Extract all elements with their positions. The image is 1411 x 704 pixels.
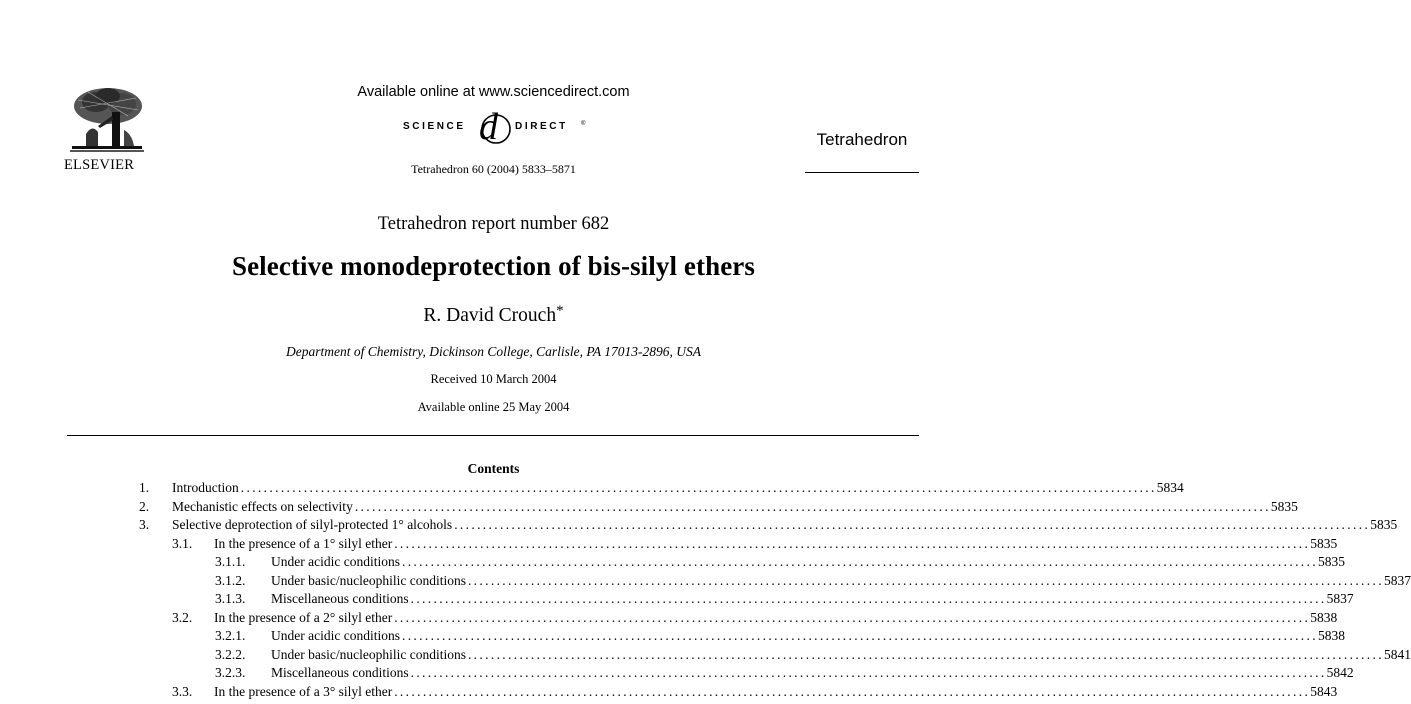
toc-number: 2. [139, 498, 150, 514]
toc-title: Under basic/nucleophilic conditions [271, 572, 466, 588]
journal-citation: Tetrahedron 60 (2004) 5833–5871 [411, 162, 576, 176]
toc-leader-dots: ................................................................................................................................................................ [401, 554, 1318, 569]
received-date: Received 10 March 2004 [430, 372, 557, 386]
toc-number: 3.1.1. [215, 554, 246, 569]
toc-row[interactable] [172, 609, 1338, 627]
journal-rule [805, 172, 919, 173]
paper-title: Selective monodeprotection of bis-silyl ethers [231, 251, 756, 281]
sciencedirect-logo[interactable] [403, 108, 589, 148]
toc-number: 3.1.2. [215, 572, 246, 588]
report-number: Tetrahedron report number 682 [377, 214, 610, 234]
toc-title: Introduction [172, 480, 239, 495]
toc-leader-dots: ................................................................................................................................................................ [394, 535, 1311, 551]
toc-page-number: 5838 [1310, 609, 1338, 625]
toc-row[interactable] [139, 498, 1298, 516]
toc-title: Miscellaneous conditions [271, 591, 409, 606]
toc-page-number: 5842 [1326, 665, 1354, 680]
header-rule [67, 435, 919, 436]
toc-page-number: 5841 [1383, 646, 1411, 662]
svg-text:d: d [479, 106, 498, 148]
toc-number: 3.1. [172, 535, 193, 551]
toc-number: 3.2.3. [215, 665, 246, 680]
toc-page-number: 5837 [1326, 591, 1354, 606]
toc-number: 3.2.1. [215, 628, 246, 643]
affiliation: Department of Chemistry, Dickinson College, Carlisle, PA 17013-2896, USA [286, 344, 701, 359]
toc-row[interactable] [215, 646, 1411, 664]
toc-page-number: 5843 [1310, 683, 1338, 699]
toc-page-number: 5835 [1310, 535, 1338, 551]
toc-leader-dots: ................................................................................................................................................................ [467, 572, 1384, 588]
toc-leader-dots: ................................................................................................................................................................ [410, 665, 1327, 680]
toc-row[interactable] [139, 516, 1398, 534]
toc-number: 3. [139, 517, 150, 532]
journal-name: Tetrahedron [816, 130, 908, 149]
toc-row[interactable] [172, 535, 1338, 553]
toc-title: In the presence of a 3° silyl ether [214, 683, 393, 699]
toc-title: In the presence of a 1° silyl ether [214, 535, 393, 551]
sd-science-text: SCIENCE [403, 121, 466, 132]
toc-page-number: 5835 [1270, 498, 1298, 514]
toc-leader-dots: ................................................................................................................................................................ [354, 498, 1271, 514]
toc-title: Selective deprotection of silyl-protected 1° alcohols [172, 517, 453, 532]
toc-page-number: 5835 [1370, 517, 1398, 532]
sd-direct-text: DIRECT [515, 121, 568, 132]
publisher-name: ELSEVIER [64, 157, 135, 173]
toc-leader-dots: ................................................................................................................................................................ [467, 646, 1384, 662]
available-online-banner[interactable]: Available online at www.sciencedirect.com [357, 84, 630, 100]
available-online-date: Available online 25 May 2004 [417, 400, 570, 414]
toc-leader-dots: ................................................................................................................................................................ [410, 591, 1327, 606]
toc-number: 1. [139, 480, 150, 495]
toc-row[interactable] [172, 683, 1338, 701]
contents-heading: Contents [467, 461, 520, 476]
toc-title: Under basic/nucleophilic conditions [271, 646, 466, 662]
toc-leader-dots: ................................................................................................................................................................ [394, 683, 1311, 699]
toc-title: Under acidic conditions [271, 628, 400, 643]
toc-row[interactable] [215, 572, 1411, 590]
toc-title: Miscellaneous conditions [271, 665, 409, 680]
toc-leader-dots: ................................................................................................................................................................ [240, 480, 1157, 495]
sd-registered-mark: ® [581, 121, 586, 127]
toc-title: Mechanistic effects on selectivity [172, 498, 353, 514]
toc-title: In the presence of a 2° silyl ether [214, 609, 393, 625]
author-line [0, 305, 987, 327]
toc-number: 3.2. [172, 609, 193, 625]
sd-at-icon [479, 106, 510, 148]
toc-row[interactable] [139, 479, 1184, 497]
toc-title: Under acidic conditions [271, 554, 400, 569]
corresponding-author-mark[interactable]: * [556, 303, 564, 319]
toc-leader-dots: ................................................................................................................................................................ [454, 517, 1371, 532]
toc-row[interactable] [215, 553, 1345, 571]
toc-row[interactable] [215, 664, 1354, 682]
toc-number: 3.1.3. [215, 591, 246, 606]
toc-row[interactable] [215, 590, 1354, 608]
author-name[interactable]: R. David Crouch [423, 305, 557, 326]
toc-row[interactable] [215, 627, 1345, 645]
toc-page-number: 5834 [1156, 480, 1184, 495]
toc-page-number: 5837 [1383, 572, 1411, 588]
toc-page-number: 5838 [1317, 628, 1345, 643]
toc-leader-dots: ................................................................................................................................................................ [401, 628, 1318, 643]
toc-number: 3.3. [172, 683, 193, 699]
toc-page-number: 5835 [1317, 554, 1345, 569]
toc-leader-dots: ................................................................................................................................................................ [394, 609, 1311, 625]
toc-number: 3.2.2. [215, 646, 246, 662]
